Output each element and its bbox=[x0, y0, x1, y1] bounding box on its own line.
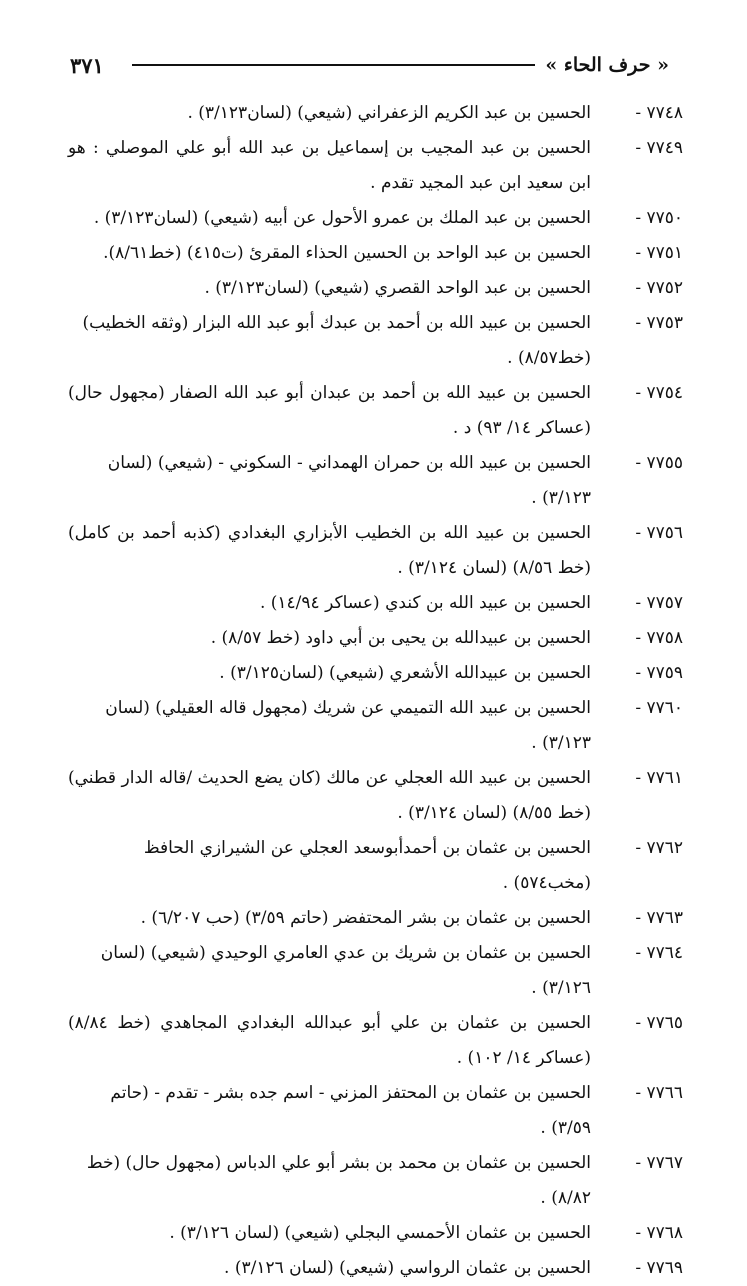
entry bbox=[68, 236, 683, 271]
entry-text: الحسين بن عبد الواحد بن الحسين الحذاء المقرئ (ت٤١٥) (خط٨/٦١). bbox=[103, 243, 591, 263]
entry-text: الحسين بن عبد المجيب بن إسماعيل بن عبد الله أبو علي الموصلي : هو ابن سعيد ابن عبد المجيد تقدم . bbox=[68, 138, 591, 193]
entry-text: الحسين بن عثمان بن شريك بن عدي العامري الوحيدي (شيعي) (لسان ٣/١٢٦) . bbox=[100, 943, 591, 998]
entry-text: الحسين بن عثمان بن محمد بن بشر أبو علي الدباس (مجهول حال) (خط ٨/٨٢) . bbox=[86, 1153, 591, 1208]
entry-text: الحسين بن عثمان بن المحتفز المزني - اسم جده بشر - تقدم - (حاتم ٣/٥٩) . bbox=[110, 1083, 591, 1138]
entry-number: ٧٧٥٧ - bbox=[635, 593, 683, 613]
entry-number: ٧٧٥٦ - bbox=[635, 523, 683, 543]
entry-number: ٧٧٥٢ - bbox=[635, 278, 683, 298]
entry-text: الحسين بن عبد الواحد القصري (شيعي) (لسان٣/١٢٣) . bbox=[204, 278, 591, 298]
entry-number: ٧٧٦٥ - bbox=[635, 1013, 683, 1033]
entry-number: ٧٧٥٥ - bbox=[635, 453, 683, 473]
entry bbox=[68, 516, 683, 586]
entry-text: الحسين بن عبيد الله العجلي عن مالك (كان يضع الحديث /قاله الدار قطني) (خط ٨/٥٥) (لسان ٣/١٢٤) . bbox=[68, 768, 591, 823]
entry bbox=[68, 446, 683, 516]
entry bbox=[68, 96, 683, 131]
entry-text: الحسين بن عثمان بن أحمدأبوسعد العجلي عن الشيرازي الحافظ (مخب٥٧٤) . bbox=[143, 838, 591, 893]
entry bbox=[68, 271, 683, 306]
entry bbox=[68, 831, 683, 901]
entry-number: ٧٧٦٩ - bbox=[635, 1258, 683, 1278]
entry-number: ٧٧٥٨ - bbox=[635, 628, 683, 648]
entry-text: الحسين بن عبد الكريم الزعفراني (شيعي) (لسان٣/١٢٣) . bbox=[187, 103, 591, 123]
entry bbox=[68, 1146, 683, 1216]
entry-text: الحسين بن عبيد الله بن حمران الهمداني - السكوني - (شيعي) (لسان ٣/١٢٣) . bbox=[107, 453, 591, 508]
header-rule bbox=[132, 64, 535, 66]
entry-text: الحسين بن عبيد الله بن كندي (عساكر ١٤/٩٤) . bbox=[259, 593, 591, 613]
entry bbox=[68, 131, 683, 201]
entry-number: ٧٧٥٣ - bbox=[635, 313, 683, 333]
entry-text: الحسين بن عبد الملك بن عمرو الأحول عن أبيه (شيعي) (لسان٣/١٢٣) . bbox=[93, 208, 591, 228]
entry-text: الحسين بن عثمان بن علي أبو عبدالله البغدادي المجاهدي (خط ٨/٨٤) (عساكر ١٤/ ١٠٢) . bbox=[68, 1013, 591, 1068]
entry-number: ٧٧٦٣ - bbox=[635, 908, 683, 928]
entry bbox=[68, 901, 683, 936]
entry-text: الحسين بن عبيد الله بن أحمد بن عبدك أبو عبد الله البزار (وثقه الخطيب) (خط٨/٥٧) . bbox=[82, 313, 591, 368]
entry-text: الحسين بن عثمان الرواسي (شيعي) (لسان ٣/١٢٦) . bbox=[224, 1258, 591, 1278]
entry-number: ٧٧٥١ - bbox=[635, 243, 683, 263]
entry bbox=[68, 1076, 683, 1146]
entry bbox=[68, 586, 683, 621]
entry bbox=[68, 656, 683, 691]
entry-number: ٧٧٦٤ - bbox=[635, 943, 683, 963]
entry-text: الحسين بن عبيد الله بن أحمد بن عبدان أبو عبد الله الصفار (مجهول حال) (عساكر ١٤/ ٩٣) د . bbox=[68, 383, 591, 438]
entry-text: الحسين بن عثمان بن بشر المحتفضر (حاتم ٣/٥٩) (حب ٦/٢٠٧) . bbox=[140, 908, 591, 928]
entry-list bbox=[68, 96, 683, 1286]
entry-number: ٧٧٥٠ - bbox=[635, 208, 683, 228]
entry bbox=[68, 201, 683, 236]
entry bbox=[68, 376, 683, 446]
entry-number: ٧٧٥٩ - bbox=[635, 663, 683, 683]
entry bbox=[68, 306, 683, 376]
entry bbox=[68, 1251, 683, 1286]
entry-number: ٧٧٥٤ - bbox=[635, 383, 683, 403]
entry bbox=[68, 621, 683, 656]
entry bbox=[68, 1216, 683, 1251]
entry-number: ٧٧٦٨ - bbox=[635, 1223, 683, 1243]
entry bbox=[68, 691, 683, 761]
entry-number: ٧٧٦٠ - bbox=[635, 698, 683, 718]
entry-number: ٧٧٦١ - bbox=[635, 768, 683, 788]
entry bbox=[68, 936, 683, 1006]
entry-text: الحسين بن عبيدالله الأشعري (شيعي) (لسان٣/١٢٥) . bbox=[219, 663, 591, 683]
chapter-title: « حرف الحاء » bbox=[545, 54, 669, 76]
entry-number: ٧٧٦٦ - bbox=[635, 1083, 683, 1103]
entry-text: الحسين بن عبيدالله بن يحيى بن أبي داود (خط ٨/٥٧) . bbox=[210, 628, 591, 648]
entry bbox=[68, 1006, 683, 1076]
entry-text: الحسين بن عبيد الله التميمي عن شريك (مجهول قاله العقيلي) (لسان ٣/١٢٣) . bbox=[105, 698, 591, 753]
entry-number: ٧٧٤٩ - bbox=[635, 138, 683, 158]
entry-number: ٧٧٦٢ - bbox=[635, 838, 683, 858]
entry-number: ٧٧٦٧ - bbox=[635, 1153, 683, 1173]
page-header bbox=[70, 50, 669, 80]
entry-number: ٧٧٤٨ - bbox=[635, 103, 683, 123]
page-number: ٣٧١ bbox=[70, 52, 104, 78]
entry-text: الحسين بن عثمان الأحمسي البجلي (شيعي) (لسان ٣/١٢٦) . bbox=[169, 1223, 591, 1243]
entry bbox=[68, 761, 683, 831]
entry-text: الحسين بن عبيد الله بن الخطيب الأبزاري البغدادي (كذبه أحمد بن كامل) (خط ٨/٥٦) (لسان ٣/١٢٤) . bbox=[68, 523, 591, 578]
